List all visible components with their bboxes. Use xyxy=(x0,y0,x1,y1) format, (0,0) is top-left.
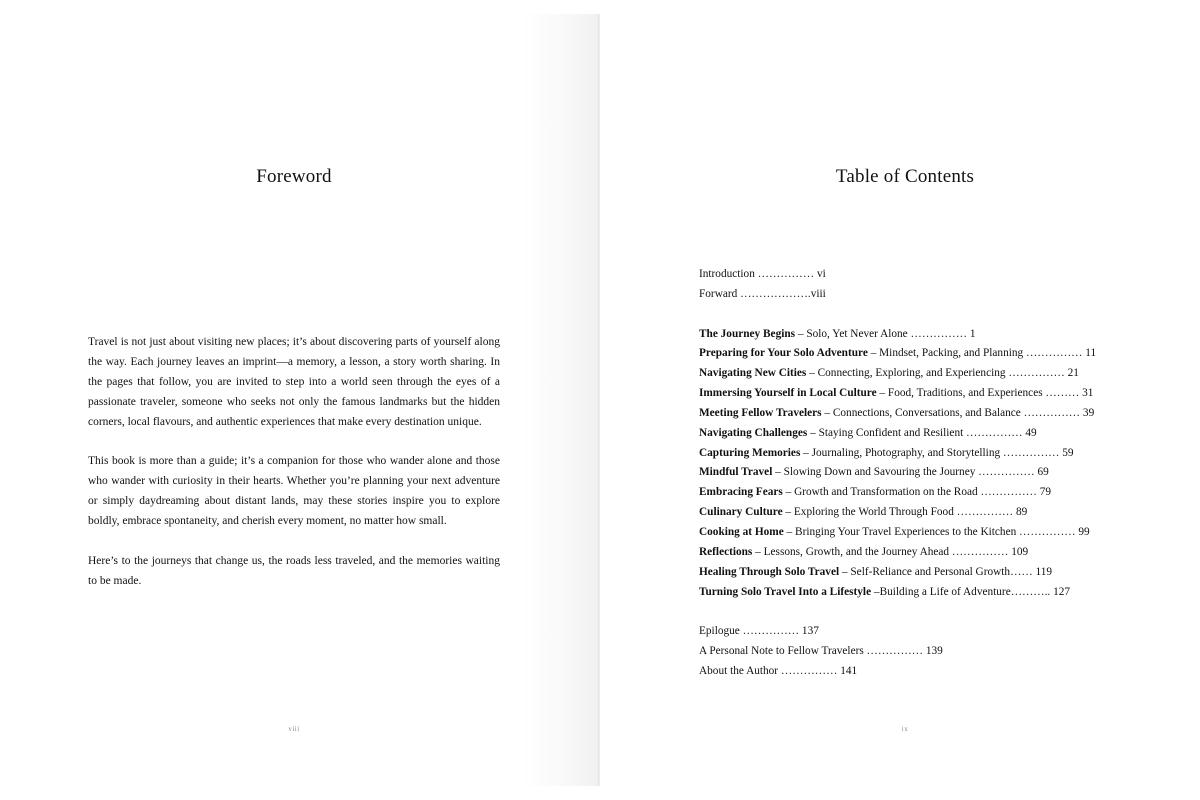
toc-chapter-title: Turning Solo Travel Into a Lifestyle xyxy=(699,585,872,598)
toc-chapter-entry xyxy=(699,523,1179,543)
page-number-right: ix xyxy=(901,725,909,733)
foreword-paragraph: Travel is not just about visiting new places; it’s about discovering parts of yourself along the way. Each journey leaves an imprint—a memory, a lesson, a story worth sharing. In the pages that follow, you are invited to step into a world seen through the eyes of a passionate traveler, someone who seeks not only the famous landmarks but the hidden corners, local flavours, and authentic experiences that make every destination unique. xyxy=(88,336,500,428)
toc-chapter-title: Embracing Fears xyxy=(699,486,783,499)
toc-chapter-detail: – Connecting, Exploring, and Experiencing …………… 21 xyxy=(806,367,1079,380)
toc-chapter-title: Reflections xyxy=(699,545,753,558)
toc-chapter-detail: – Slowing Down and Savouring the Journey …………… 69 xyxy=(772,466,1049,479)
toc-chapter-title: Healing Through Solo Travel xyxy=(699,565,840,578)
toc-chapter-detail: – Self-Reliance and Personal Growth…… 119 xyxy=(839,565,1053,578)
left-page xyxy=(0,14,598,786)
foreword-body xyxy=(88,333,500,612)
toc-chapter-title: Navigating New Cities xyxy=(699,367,807,380)
toc-entry: About the Author …………… 141 xyxy=(699,664,858,677)
toc-chapter-entry xyxy=(699,583,1179,603)
toc-chapter-entry xyxy=(699,543,1179,563)
toc-chapter-title: Immersing Yourself in Local Culture xyxy=(699,387,877,400)
toc-chapter-entry xyxy=(699,325,1179,345)
toc-chapter-detail: – Lessons, Growth, and the Journey Ahead …………… 109 xyxy=(752,545,1029,558)
foreword-paragraph: Here’s to the journeys that change us, the roads less traveled, and the memories waiting to be made. xyxy=(88,554,500,587)
toc-chapter-entry xyxy=(699,483,1179,503)
table-of-contents xyxy=(699,265,1179,702)
toc-back-matter xyxy=(699,622,1179,682)
toc-chapter-title: Mindful Travel xyxy=(699,466,773,479)
toc-entry: Epilogue …………… 137 xyxy=(699,625,819,638)
toc-chapter-entry xyxy=(699,404,1179,424)
toc-chapter-detail: – Growth and Transformation on the Road …………… 79 xyxy=(782,486,1052,499)
toc-chapter-detail: – Bringing Your Travel Experiences to the Kitchen …………… 99 xyxy=(783,525,1090,538)
toc-chapter-entry xyxy=(699,344,1179,364)
foreword-paragraph: This book is more than a guide; it’s a companion for those who wander alone and those who wander with curiosity in their hearts. Whether you’re planning your next adventure or simply daydreaming about distant lands, may these stories inspire you to explore boldly, embrace spontaneity, and cherish every moment, no matter how small. xyxy=(88,455,500,528)
toc-chapter-entry xyxy=(699,384,1179,404)
toc-chapter-title: The Journey Begins xyxy=(699,327,796,340)
page-title-table-of-contents: Table of Contents xyxy=(835,166,975,187)
toc-chapter-title: Capturing Memories xyxy=(699,446,801,459)
toc-entry: Forward ……………….viii xyxy=(699,287,826,300)
toc-front-matter xyxy=(699,265,1179,305)
toc-chapter-title: Navigating Challenges xyxy=(699,426,808,439)
toc-chapter-title: Culinary Culture xyxy=(699,506,783,519)
toc-chapter-detail: – Staying Confident and Resilient …………… 49 xyxy=(807,426,1037,439)
toc-chapter-title: Meeting Fellow Travelers xyxy=(699,406,822,419)
toc-chapter-entry xyxy=(699,563,1179,583)
page-number-left: viii xyxy=(288,725,300,733)
toc-chapter-detail: – Connections, Conversations, and Balance …………… 39 xyxy=(821,406,1095,419)
toc-chapter-detail: –Building a Life of Adventure……….. 127 xyxy=(871,585,1071,598)
toc-chapter-entry xyxy=(699,503,1179,523)
page-title-foreword: Foreword xyxy=(256,166,332,187)
toc-chapter-detail: – Exploring the World Through Food …………… 89 xyxy=(782,506,1028,519)
toc-entry: Introduction …………… vi xyxy=(699,268,826,280)
toc-chapter-entry xyxy=(699,463,1179,483)
toc-chapter-detail: – Food, Traditions, and Experiences ……… 31 xyxy=(876,387,1094,400)
toc-chapter-detail: – Solo, Yet Never Alone …………… 1 xyxy=(795,327,976,340)
toc-chapter-title: Preparing for Your Solo Adventure xyxy=(699,347,868,360)
toc-chapter-detail: – Mindset, Packing, and Planning …………… 11 xyxy=(867,347,1097,360)
toc-entry: A Personal Note to Fellow Travelers …………… 139 xyxy=(699,645,943,658)
right-page xyxy=(598,14,1200,786)
toc-chapter-detail: – Journaling, Photography, and Storytelling …………… 59 xyxy=(800,446,1074,459)
toc-chapter-entry xyxy=(699,424,1179,444)
toc-chapter-entry xyxy=(699,444,1179,464)
toc-chapter-entry xyxy=(699,364,1179,384)
toc-chapter-title: Cooking at Home xyxy=(699,525,784,538)
toc-chapters xyxy=(699,325,1179,603)
